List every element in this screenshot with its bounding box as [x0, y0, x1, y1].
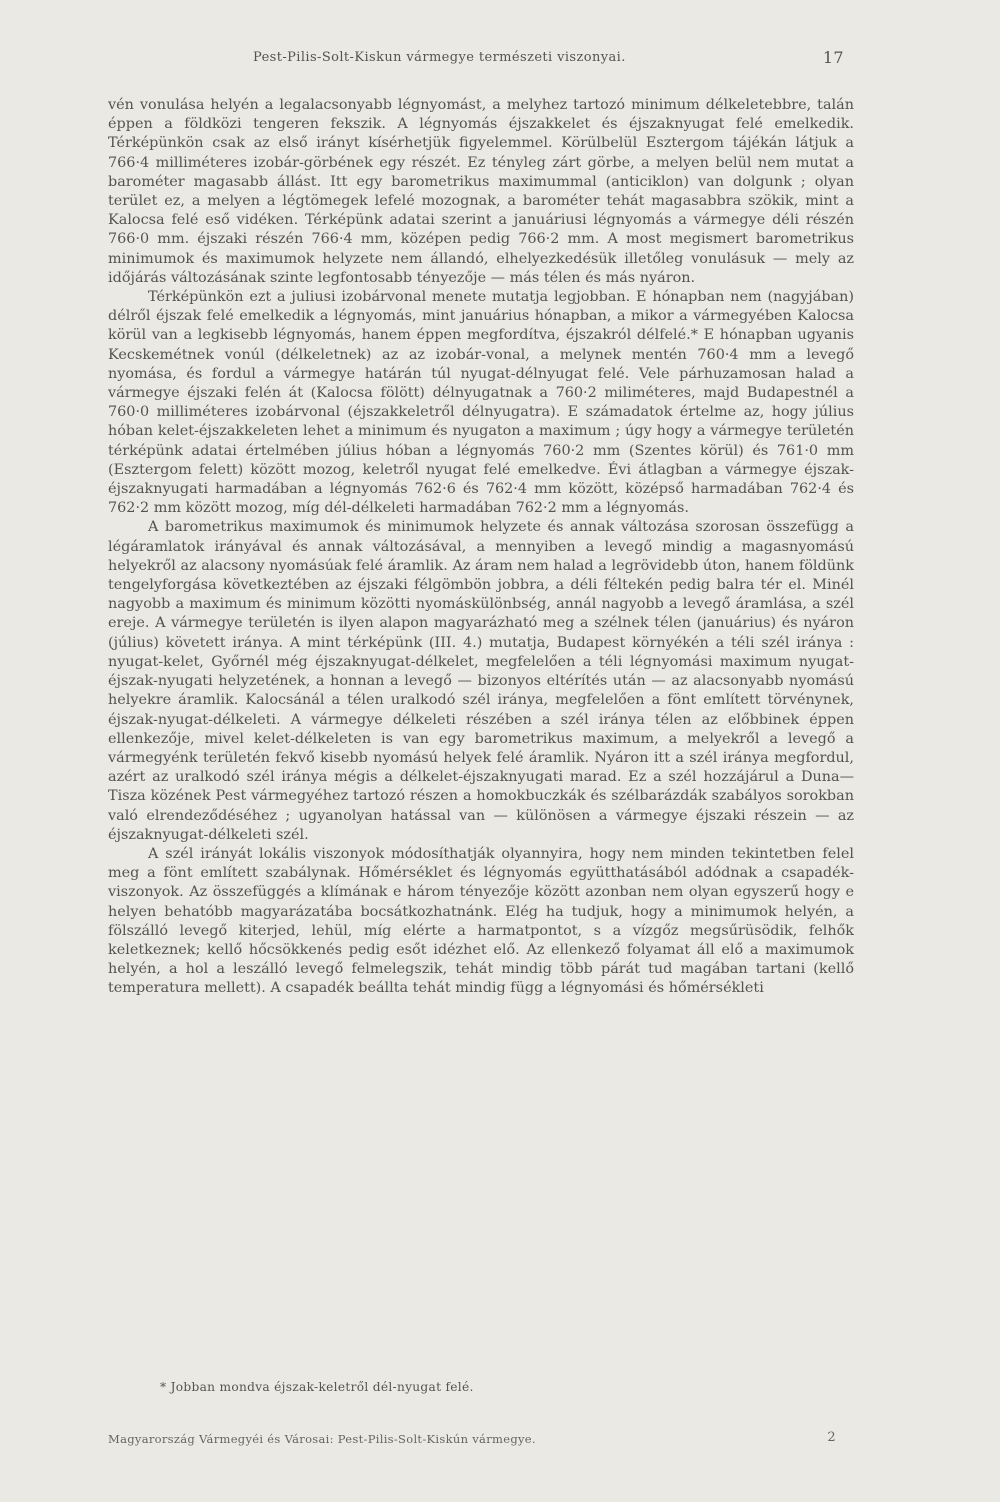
footnote: * Jobban mondva éjszak-keletről dél-nyugat felé. — [160, 1380, 474, 1394]
body-text — [108, 96, 854, 999]
running-title: Pest-Pilis-Solt-Kiskun vármegye természeti viszonyai. — [253, 50, 626, 65]
paragraph-wind-direction: A barometrikus maximumok és minimumok helyzete és annak változása szorosan összefügg a légáramlatok irányával és annak változásával, a mennyiben a levegő mindig a magasnyomású helyekről az alacsony nyomásúak felé áramlik. Az áram nem halad a legrövidebb úton, hanem földünk tengelyforgása következtében az éjszaki félgömbön jobbra, a déli féltekén pedig balra tér el. Minél nagyobb a maximum és minimum közötti nyomáskülönbség, annál nagyobb a levegő áramlása, a szél ereje. A vármegye területén is ilyen alapon magyarázható meg a szélnek télen (januárius) és nyáron (július) követett iránya. A mint térképünk (III. 4.) mutatja, Budapest környékén a téli szél iránya : nyugat-kelet, Győrnél még éjszaknyugat-délkelet, megfelelően a téli légnyomási maximum nyugat-éjszak-nyugati helyzetének, a honnan a levegő — bizonyos eltérítés után — az alacsonyabb nyomású helyekre áramlik. Kalocsánál a télen uralkodó szél iránya, megfelelően a fönt említett törvénynek, éjszak-nyugat-délkeleti. A vármegye délkeleti részében a szél iránya télen az előbbinek éppen ellenkezője, mivel kelet-délkeleten is van egy barometrikus maximum, a melyekről a levegő a vármegyénk területén fekvő kisebb nyomású helyek felé áramlik. Nyáron itt a szél iránya megfordul, azért az uralkodó szél iránya mégis a délkelet-éjszaknyugati marad. Ez a szél hozzájárul a Duna—Tisza közének Pest vármegyéhez tartozó részen a homokbuczkák és szélbarázdák szabályos sorokban való elrendeződéséhez ; ugyanolyan hatással van — különösen a vármegye éjszaki részein — az éjszaknyugat-délkeleti szél. — [108, 519, 854, 843]
running-head — [108, 50, 844, 70]
paragraph-continuation: vén vonulása helyén a legalacsonyabb légnyomást, a melyhez tartozó minimum délkeletebbre, talán éppen a földközi tengeren fekszik. A légnyomás éjszakkelet és éjszaknyugat felé emelkedik. Térképünkön csak az első irányt kísérhetjük figyelemmel. Körülbelül Esztergom tájékán látjuk a 766·4 milliméteres izobár-görbének egy részét. Ez tényleg zárt görbe, a melyen belül nem mutat a barométer magasabb állást. Itt egy barometrikus maximummal (anticiklon) van dolgunk ; olyan terület ez, a melyen a légtömegek lefelé mozognak, a barométer tehát magasabbra szökik, mint a Kalocsa felé eső vidéken. Térképünk adatai szerint a januáriusi légnyomás a vármegye déli részén 766·0 mm. éjszaki részén 766·4 mm, középen pedig 766·2 mm. A most megismert barometrikus minimumok és maximumok helyzete nem állandó, elhelyezkedésük illetőleg vonulásuk — mely az időjárás változásának szinte legfontosabb tényezője — más télen és más nyáron. — [108, 97, 854, 286]
signature-title: Magyarország Vármegyéi és Városai: Pest-Pilis-Solt-Kiskún vármegye. — [108, 1432, 536, 1446]
signature-number: 2 — [827, 1430, 836, 1445]
paragraph-precipitation: A szél irányát lokális viszonyok módosíthatják olyannyira, hogy nem minden tekintetben felel meg a fönt említett szabálynak. Hőmérséklet és légnyomás együtthatásából adódnak a csapadék-viszonyok. Az összefüggés a klímának e három tényezője között azonban nem olyan egyszerű hogy e helyen behatóbb magyarázatába bocsátkozhatnánk. Elég ha tudjuk, hogy a minimumok helyén, a fölszálló levegő kiterjed, lehül, míg elérte a harmatpontot, s a vízgőz megsűrüsödik, felhők keletkeznek; kellő hőcsökkenés pedig esőt idézhet elő. Az ellenkező folyamat áll elő a maximumok helyén, a hol a leszálló levegő felmelegszik, tehát mindig több párát tud magában tartani (kellő temperatura mellett). A csapadék beállta tehát mindig függ a légnyomási és hőmérsékleti — [108, 845, 854, 997]
sheet-signature — [108, 1432, 836, 1446]
page-number: 17 — [822, 48, 844, 67]
paragraph-july-isobar: Térképünkön ezt a juliusi izobárvonal menete mutatja legjobban. E hónapban nem (nagyjában) délről éjszak felé emelkedik a légnyomás, mint januárius hónapban, a mikor a vármegyében Kalocsa körül van a legkisebb légnyomás, hanem éppen megfordítva, éjszakról délfelé.* E hónapban ugyanis Kecskemétnek vonúl (délkeletnek) az az izobár-vonal, a melynek mentén 760·4 mm a levegő nyomása, és fordul a vármegye határán túl nyugat-délnyugat felé. Vele párhuzamosan halad a vármegye éjszaki felén át (Kalocsa fölött) délnyugatnak a 760·2 miliméteres, majd Budapestnél a 760·0 milliméteres izobárvonal (éjszakkeletről délnyugatra). E számadatok értelme az, hogy július hóban kelet-éjszakkeleten lehet a minimum és nyugaton a maximum ; úgy hogy a vármegye területén térképünk adatai értelmében július hóban a légnyomás 760·2 mm (Szentes körül) és 761·0 mm (Esztergom felett) között mozog, keletről nyugat felé emelkedve. Évi átlagban a vármegye éjszak-éjszaknyugati harmadában a légnyomás 762·6 és 762·4 mm között, középső harmadában 762·4 és 762·2 mm között mozog, míg dél-délkeleti harmadában 762·2 mm a légnyomás. — [108, 289, 854, 517]
